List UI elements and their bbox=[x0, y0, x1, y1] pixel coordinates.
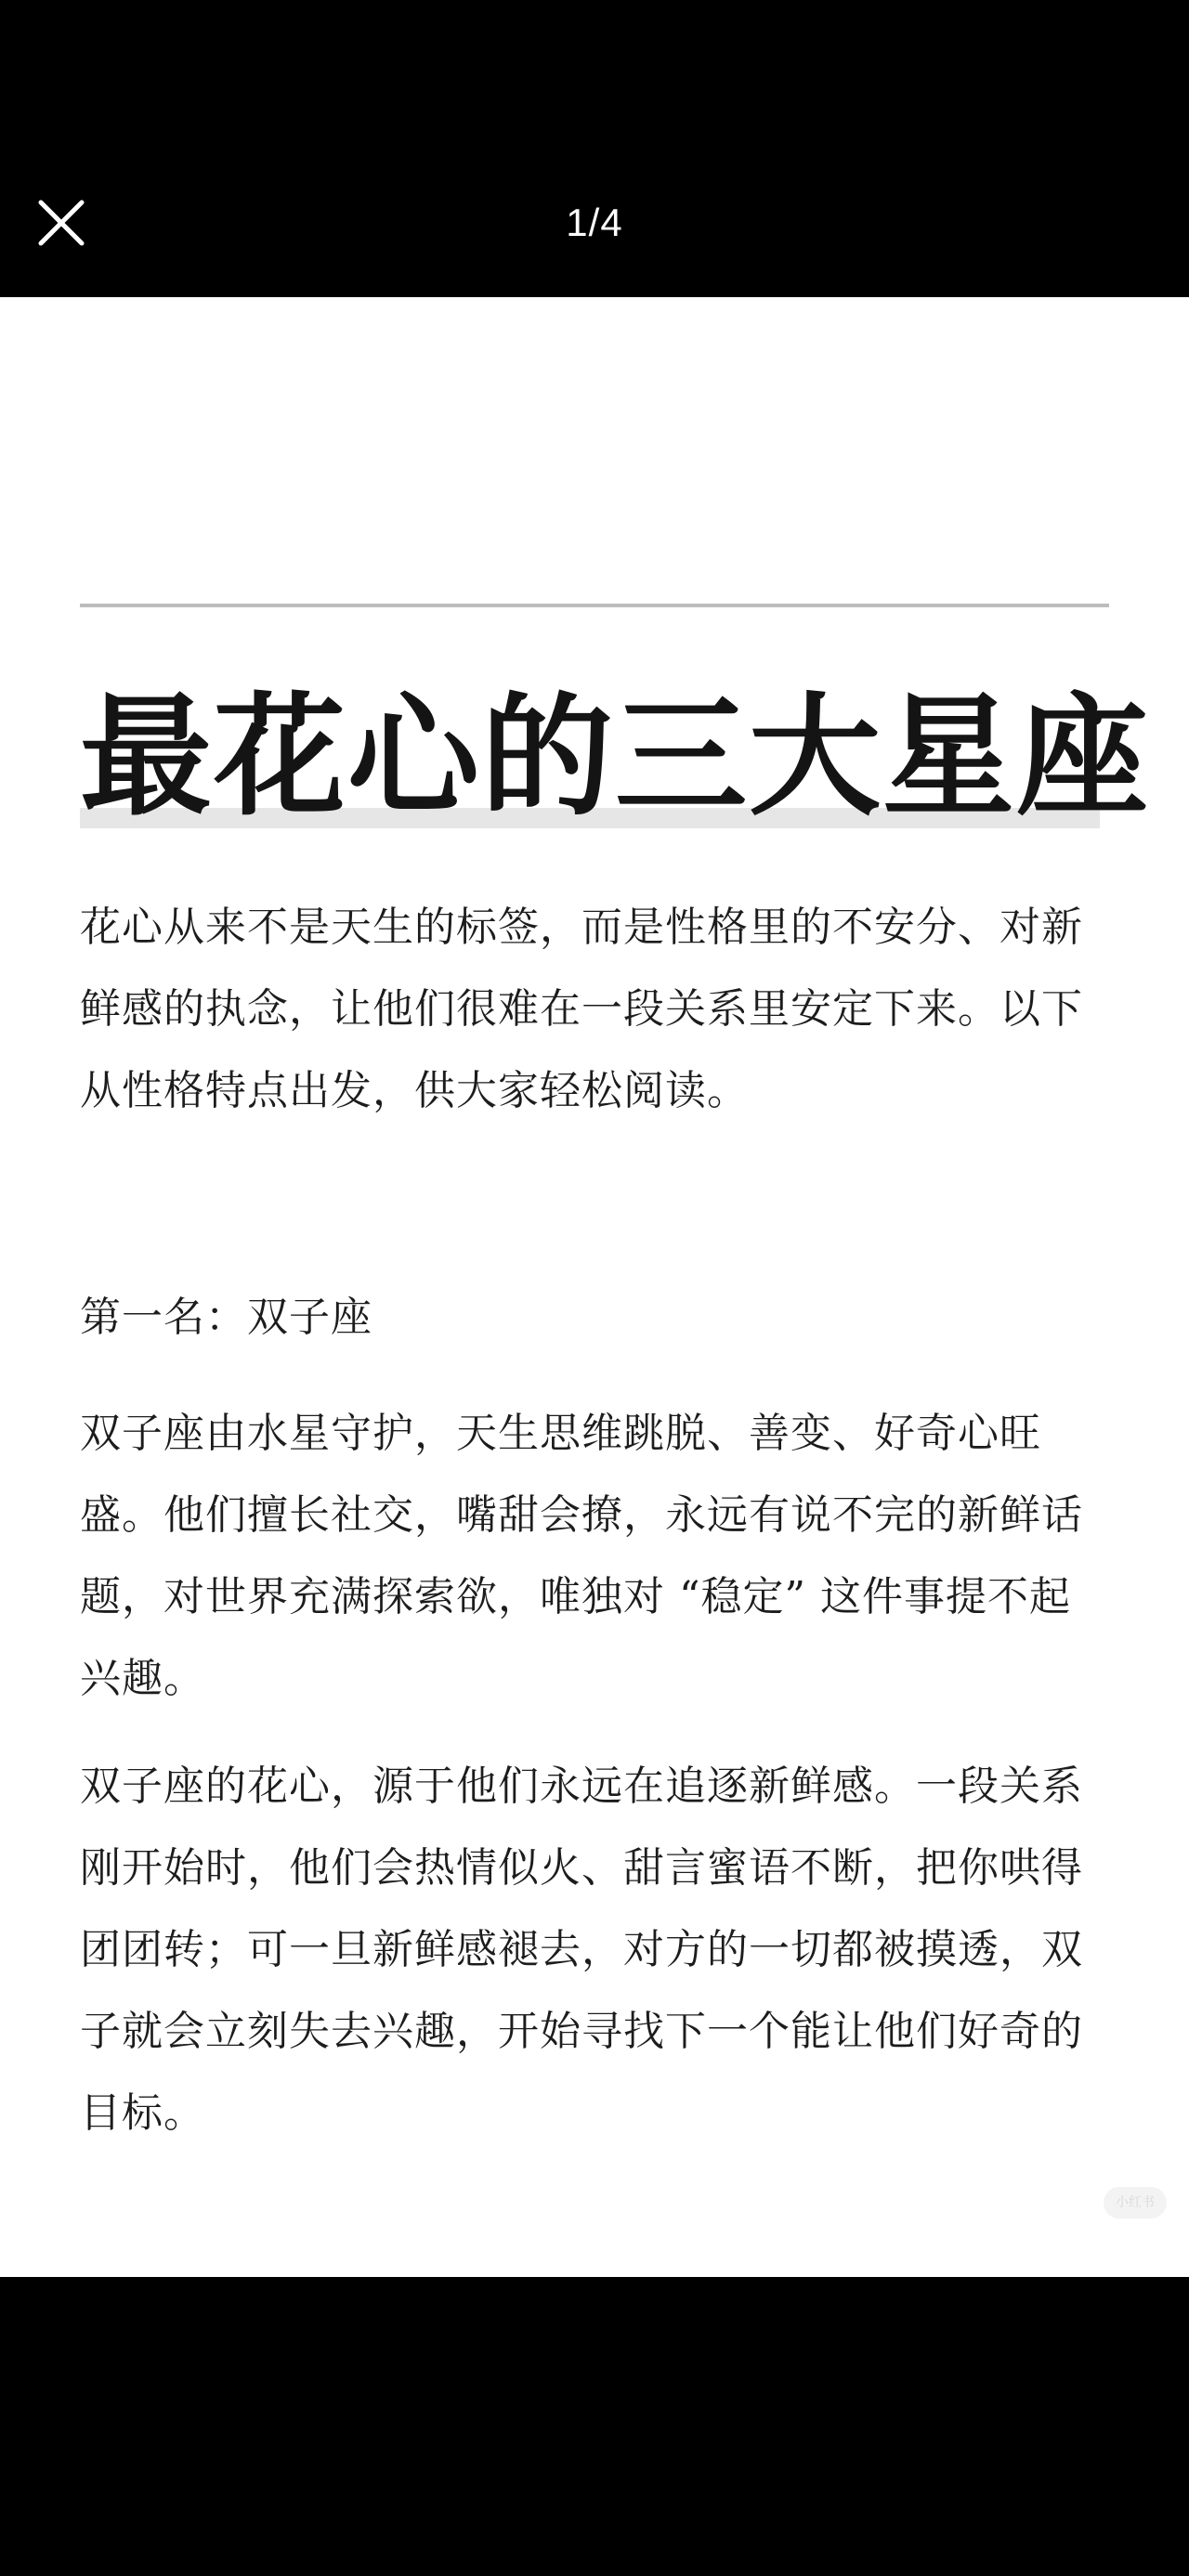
viewer-top-bar bbox=[0, 0, 1189, 297]
watermark-logo: 小红书 bbox=[1104, 2187, 1167, 2218]
slide-title: 最花心的三大星座 bbox=[80, 680, 1150, 834]
viewer-bottom-bar bbox=[0, 2277, 1189, 2576]
section-heading: 第一名：双子座 bbox=[80, 1294, 372, 1341]
body-paragraph-2: 双子座的花心，源于他们永远在追逐新鲜感。一段关系刚开始时，他们会热情似火、甜言蜜语不断，把你哄得团团转；可一旦新鲜感褪去，对方的一切都被摸透，双子就会立刻失去兴趣，开始寻找下一个能让他们好奇的目标。 bbox=[80, 1763, 1083, 2137]
intro-paragraph: 花心从来不是天生的标签，而是性格里的不安分、对新鲜感的执念，让他们很难在一段关系里安定下来。以下从性格特点出发，供大家轻松阅读。 bbox=[80, 904, 1083, 1114]
body-paragraph-1: 双子座由水星守护，天生思维跳脱、善变、好奇心旺盛。他们擅长社交，嘴甜会撩，永远有说不完的新鲜话题，对世界充满探索欲，唯独对 “稳定” 这件事提不起兴趣。 bbox=[80, 1410, 1083, 1702]
slide-image[interactable] bbox=[0, 297, 1189, 2277]
title-block bbox=[80, 678, 1150, 836]
divider-line bbox=[80, 604, 1109, 607]
page-indicator: 1/4 bbox=[566, 201, 623, 244]
